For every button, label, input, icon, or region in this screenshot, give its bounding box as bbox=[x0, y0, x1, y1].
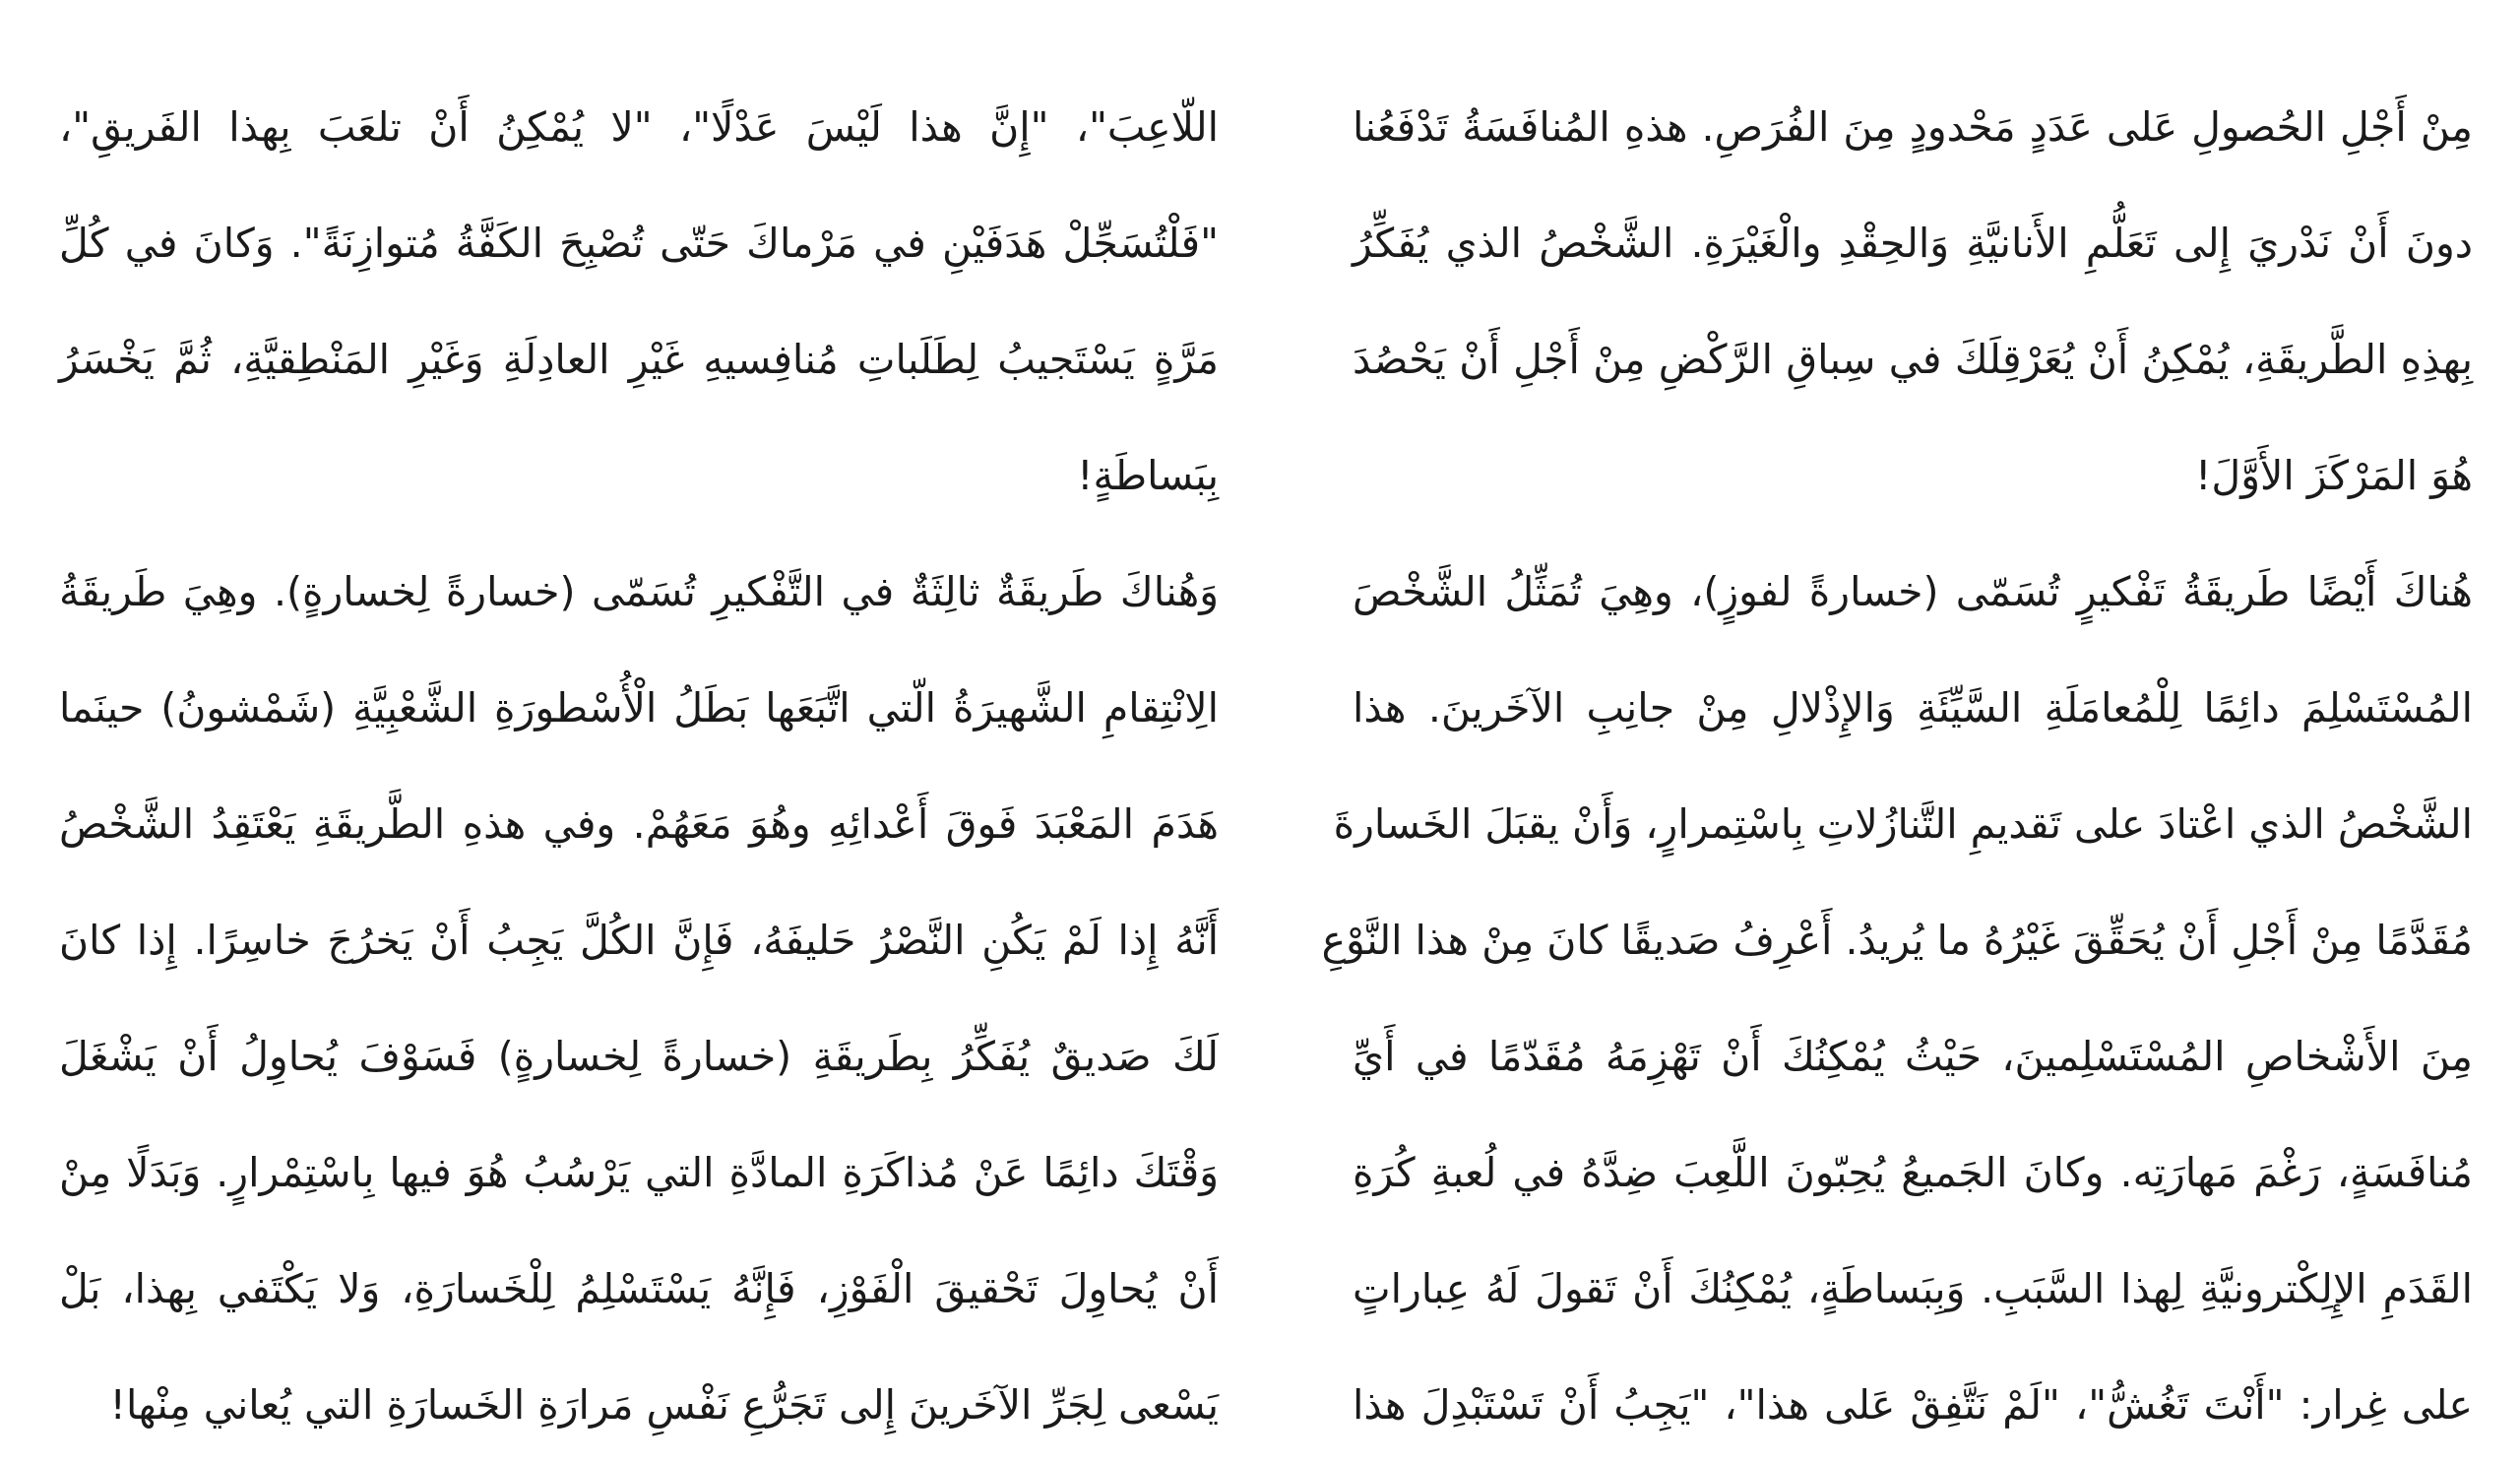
left-column bbox=[59, 69, 1219, 1463]
right-column-line: القَدَمِ الإِلِكْترونيَّةِ لِهذا السَّبَبِ. وَبِبَساطَةٍ، يُمْكِنُكَ أَنْ تَقولَ لَهُ عِباراتٍ bbox=[1353, 1265, 2473, 1312]
left-column-line: وَقْتَكَ دائِمًا عَنْ مُذاكَرَةِ المادَّةِ التي يَرْسُبُ هُوَ فيها بِاسْتِمْرارٍ. وَبَدَلًا مِنْ bbox=[59, 1149, 1219, 1196]
right-column-line: مِنَ الأَشْخاصِ المُسْتَسْلِمينَ، حَيْثُ يُمْكِنُكَ أَنْ تَهْزِمَهُ مُقَدّمًا في أَيِّ bbox=[1353, 1033, 2473, 1080]
left-column-line: وَهُناكَ طَريقَةٌ ثالِثَةٌ في التَّفْكيرِ تُسَمّى (خسارةً لِخسارةٍ). وهِيَ طَريقَةُ bbox=[59, 568, 1219, 615]
right-column-line: هُناكَ أَيْضًا طَريقَةُ تَفْكيرٍ تُسَمّى (خسارةً لفوزٍ)، وهِيَ تُمَثِّلُ الشَّخْصَ bbox=[1353, 568, 2473, 615]
left-column-line: يَسْعى لِجَرِّ الآخَرينَ إِلى تَجَرُّعِ نَفْسِ مَرارَةِ الخَسارَةِ التي يُعاني مِنْها! bbox=[109, 1381, 1219, 1429]
left-column-line: اللّاعِبَ"، "إِنَّ هذا لَيْسَ عَدْلًا"، "لا يُمْكِنُ أَنْ تلعَبَ بِهذا الفَريقِ"، bbox=[59, 103, 1219, 151]
left-column-line: الِانْتِقامِ الشَّهيرَةُ الّتي اتَّبَعَها بَطَلُ الْأُسْطورَةِ الشَّعْبِيَّةِ (شَمْشونُ) حينَما bbox=[59, 684, 1219, 732]
left-column-line: لَكَ صَديقٌ يُفَكِّرُ بِطَريقَةِ (خسارةً لِخسارةٍ) فَسَوْفَ يُحاوِلُ أَنْ يَشْغَلَ bbox=[59, 1033, 1219, 1080]
right-column-line: المُسْتَسْلِمَ دائِمًا لِلْمُعامَلَةِ السَّيِّئَةِ وَالإِذْلالِ مِنْ جانِبِ الآخَرينَ. هذا bbox=[1353, 684, 2473, 732]
right-column-line: الشَّخْصُ الذي اعْتادَ على تَقديمِ التَّنازُلاتِ بِاسْتِمرارٍ، وَأَنْ يقبَلَ الخَسارةَ bbox=[1333, 800, 2473, 848]
right-column-line: دونَ أَنْ نَدْريَ إِلى تَعَلُّمِ الأَنانيَّةِ وَالحِقْدِ والْغَيْرَةِ. الشَّخْصُ الذي يُفَكِّرُ bbox=[1353, 220, 2473, 267]
left-column-line: مَرَّةٍ يَسْتَجيبُ لِطَلَباتِ مُنافِسيهِ غَيْرِ العادِلَةِ وَغَيْرِ المَنْطِقيَّةِ، ثُمَّ يَخْسَرُ bbox=[59, 336, 1219, 383]
right-column-line: بِهذِهِ الطَّريقَةِ، يُمْكِنُ أَنْ يُعَرْقِلَكَ في سِباقِ الرَّكْضِ مِنْ أَجْلِ أَنْ يَحْصُدَ bbox=[1353, 336, 2473, 383]
right-column-line: على غِرار: "أَنْتَ تَغُشُّ"، "لَمْ نَتَّفِقْ عَلى هذا"، "يَجِبُ أَنْ تَسْتَبْدِلَ هذا bbox=[1353, 1381, 2473, 1429]
right-column-line: هُوَ المَرْكَزَ الأَوَّلَ! bbox=[2194, 452, 2473, 499]
right-column-line: مِنْ أَجْلِ الحُصولِ عَلى عَدَدٍ مَحْدودٍ مِنَ الفُرَصِ. هذهِ المُنافَسَةُ تَدْفَعُنا bbox=[1353, 103, 2473, 151]
left-column-line: هَدَمَ المَعْبَدَ فَوقَ أَعْدائِهِ وهُوَ مَعَهُمْ. وفي هذهِ الطَّريقَةِ يَعْتَقِدُ الشَّخْصُ bbox=[59, 800, 1219, 848]
left-column-line: بِبَساطَةٍ! bbox=[1077, 452, 1219, 499]
right-column bbox=[1321, 69, 2473, 1463]
left-column-line: أَنَّهُ إِذا لَمْ يَكُنِ النَّصْرُ حَليفَهُ، فَإِنَّ الكُلَّ يَجِبُ أَنْ يَخرُجَ خاسِرًا. إِذا كانَ bbox=[59, 917, 1219, 964]
right-column-line: مُقَدَّمًا مِنْ أَجْلِ أَنْ يُحَقِّقَ غَيْرُهُ ما يُريدُ. أَعْرِفُ صَديقًا كانَ مِنْ هذا النَّوْعِ bbox=[1321, 917, 2473, 964]
left-column-line: أَنْ يُحاوِلَ تَحْقيقَ الْفَوْزِ، فَإِنَّهُ يَسْتَسْلِمُ لِلْخَسارَةِ، وَلا يَكْتَفي بِهذا، بَلْ bbox=[59, 1265, 1219, 1312]
left-column-line: "فَلْتُسَجِّلْ هَدَفَيْنِ في مَرْماكَ حَتّى تُصْبِحَ الكَفَّةُ مُتوازِنَةً". وَكانَ في كُلِّ bbox=[59, 220, 1219, 267]
right-column-line: مُنافَسَةٍ، رَغْمَ مَهارَتِه. وكانَ الجَميعُ يُحِبّونَ اللَّعِبَ ضِدَّهُ في لُعبةِ كُرَةِ bbox=[1353, 1149, 2473, 1196]
